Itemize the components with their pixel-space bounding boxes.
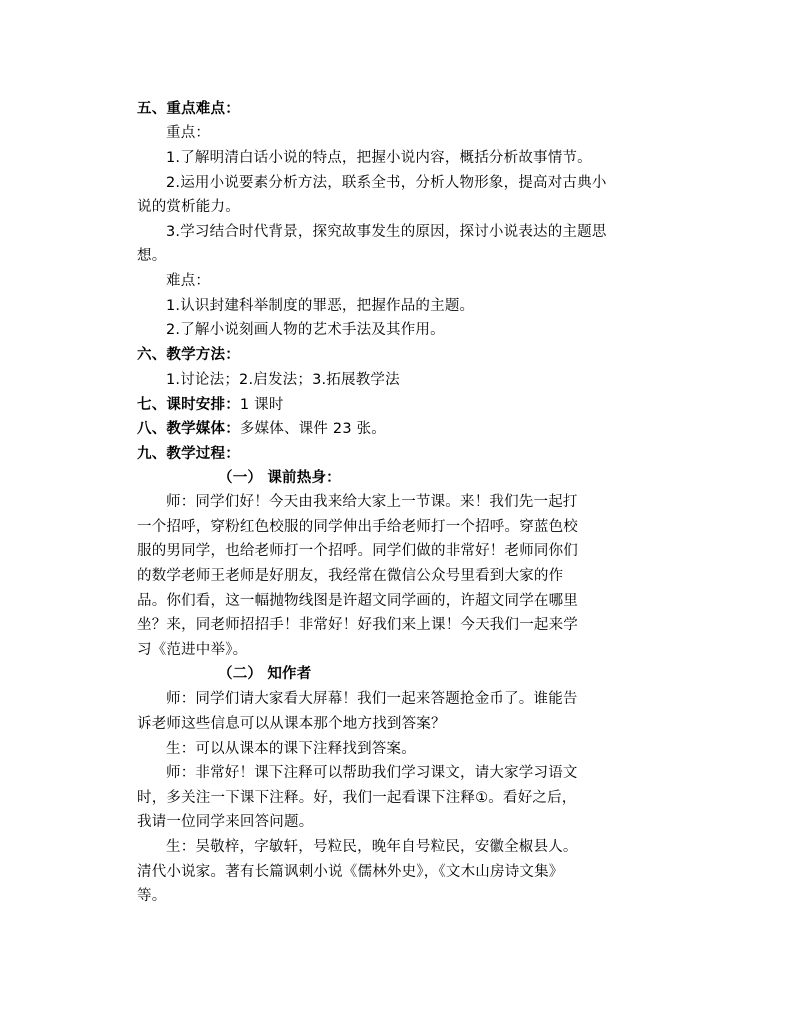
paragraph-1-line-5: 品。你们看，这一幅抛物线图是许超文同学画的，许超文同学在哪里: [137, 593, 578, 609]
key-point-3-line-2: 想。: [137, 248, 167, 264]
paragraph-1-line-2: 一个招呼，穿粉红色校服的同学伸出手给老师打一个招呼。穿蓝色校: [137, 519, 578, 535]
paragraph-5-line-2: 清代小说家。著有长篇讽刺小说《儒林外史》，《文木山房诗文集》: [137, 864, 564, 880]
class-hours-row: [137, 395, 284, 415]
key-point-3-line-1: 3.学习结合时代背景，探究故事发生的原因，探讨小说表达的主题思: [166, 224, 607, 240]
difficult-points-label: 难点：: [166, 273, 211, 289]
teaching-media-content: 多媒体、课件 23 张。: [239, 421, 386, 437]
paragraph-1-line-4: 的数学老师王老师是好朋友，我经常在微信公众号里看到大家的作: [137, 568, 564, 584]
difficult-point-2: 2.了解小说刻画人物的艺术手法及其作用。: [166, 322, 445, 338]
paragraph-3-line-1: 生：可以从课本的课下注释找到答案。: [166, 741, 416, 757]
paragraph-2-line-1: 师：同学们请大家看大屏幕！我们一起来答题抢金币了。谁能告: [166, 691, 578, 707]
paragraph-4-line-3: 我请一位同学来回答问题。: [137, 814, 314, 830]
key-point-2-line-1: 2.运用小说要素分析方法，联系全书，分析人物形象，提高对古典小: [166, 175, 607, 191]
paragraph-1-line-6: 坐？来，同老师招招手！非常好！好我们来上课！今天我们一起来学: [137, 617, 578, 633]
paragraph-4-line-1: 师：非常好！课下注释可以帮助我们学习课文，请大家学习语文: [166, 765, 578, 781]
section-heading-teaching-media: 八、教学媒体：: [137, 421, 240, 437]
section-heading-key-points: 五、重点难点：: [137, 101, 240, 117]
key-point-1: 1.了解明清白话小说的特点，把握小说内容，概括分析故事情节。: [166, 150, 592, 166]
teaching-methods-content: 1.讨论法；2.启发法；3.拓展教学法: [166, 372, 400, 388]
section-heading-class-hours: 七、课时安排：: [137, 397, 240, 413]
part-1-title: （一） 课前热身：: [218, 470, 341, 486]
key-points-label: 重点：: [166, 125, 211, 141]
class-hours-content: 1 课时: [239, 397, 284, 413]
section-heading-teaching-process: 九、教学过程：: [137, 446, 240, 462]
part-2-title: （二） 知作者: [218, 666, 312, 682]
teaching-media-row: [137, 419, 386, 439]
key-point-2-line-2: 说的赏析能力。: [137, 199, 240, 215]
paragraph-4-line-2: 时，多关注一下课下注释。好，我们一起看课下注释①。看好之后，: [137, 790, 577, 806]
paragraph-2-line-2: 诉老师这些信息可以从课本那个地方找到答案？: [137, 716, 446, 732]
paragraph-1-line-7: 习《范进中举》。: [137, 642, 248, 658]
section-heading-teaching-methods: 六、教学方法：: [137, 347, 240, 363]
paragraph-1-line-1: 师：同学们好！今天由我来给大家上一节课。来！我们先一起打: [166, 494, 578, 510]
paragraph-5-line-1: 生：吴敬梓，字敏轩，号粒民，晚年自号粒民，安徽全椒县人。: [166, 839, 578, 855]
paragraph-5-line-3: 等。: [137, 888, 167, 904]
paragraph-1-line-3: 服的男同学，也给老师打一个招呼。同学们做的非常好！老师同你们: [137, 543, 578, 559]
difficult-point-1: 1.认识封建科举制度的罪恶，把握作品的主题。: [166, 298, 475, 314]
